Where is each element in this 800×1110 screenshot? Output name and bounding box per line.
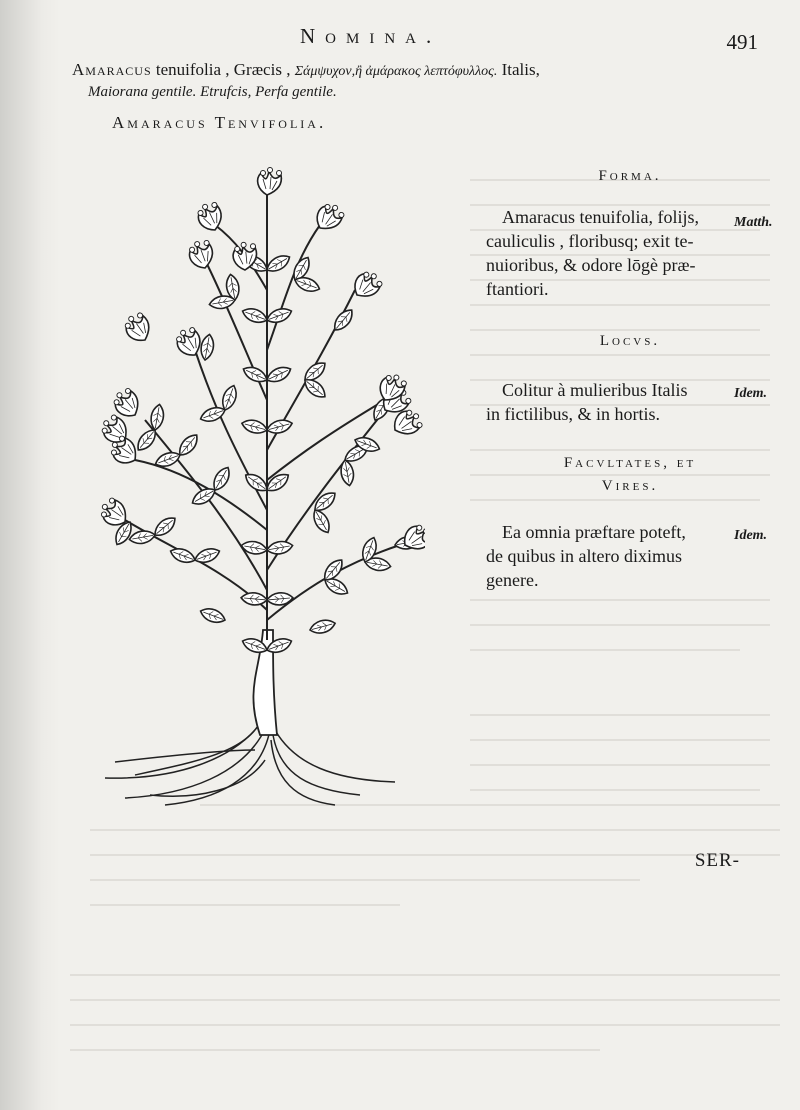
- running-title: Nomina.: [300, 24, 442, 48]
- text-line: Ea omnia præftare poteft,: [502, 522, 686, 542]
- section-body-locus: [486, 378, 746, 426]
- section-body-forma: [486, 205, 746, 301]
- names-line-1: [72, 60, 540, 80]
- text-line: Amaracus tenuifolia, folijs,: [502, 207, 699, 227]
- text-line: nuioribus, & odore lōgè præ-: [486, 255, 696, 275]
- plant-woodcut-illustration: [95, 150, 425, 810]
- catchword: SER-: [694, 850, 740, 871]
- page-number: 491: [726, 30, 758, 54]
- section-heading-vires: Vires.: [601, 478, 659, 494]
- text-line: genere.: [486, 570, 539, 590]
- section-heading-forma: Forma.: [598, 168, 662, 184]
- margin-note-matth: Matth.: [734, 215, 773, 230]
- names-line-1-text: tenuifolia , Græcis ,: [155, 60, 291, 79]
- text-line: in fictilibus, & in hortis.: [486, 404, 660, 424]
- text-line: Colitur à mulieribus Italis: [502, 380, 688, 400]
- names-line-1-end: Italis,: [501, 60, 540, 79]
- section-heading-facultates: Facvltates, et: [563, 455, 697, 471]
- figure-caption: Amaracus Tenvifolia.: [112, 113, 327, 132]
- text-line: de quibus in altero diximus: [486, 546, 682, 566]
- section-body-facultates: [486, 520, 746, 592]
- greek-name: Σάμψυχον,ἢ ἀμάρακος λεπτόφυλλος.: [294, 64, 498, 79]
- margin-note-idem-2: Idem.: [734, 528, 768, 543]
- plant-name: Amaracus: [72, 60, 152, 79]
- section-heading-locus: Locvs.: [599, 333, 661, 349]
- names-line-2: Maiorana gentile. Etrufcis, Perfa gentile.: [88, 84, 337, 100]
- margin-note-idem: Idem.: [734, 386, 768, 401]
- text-line: ftantiori.: [486, 279, 549, 299]
- text-line: cauliculis , floribusq; exit te-: [486, 231, 694, 251]
